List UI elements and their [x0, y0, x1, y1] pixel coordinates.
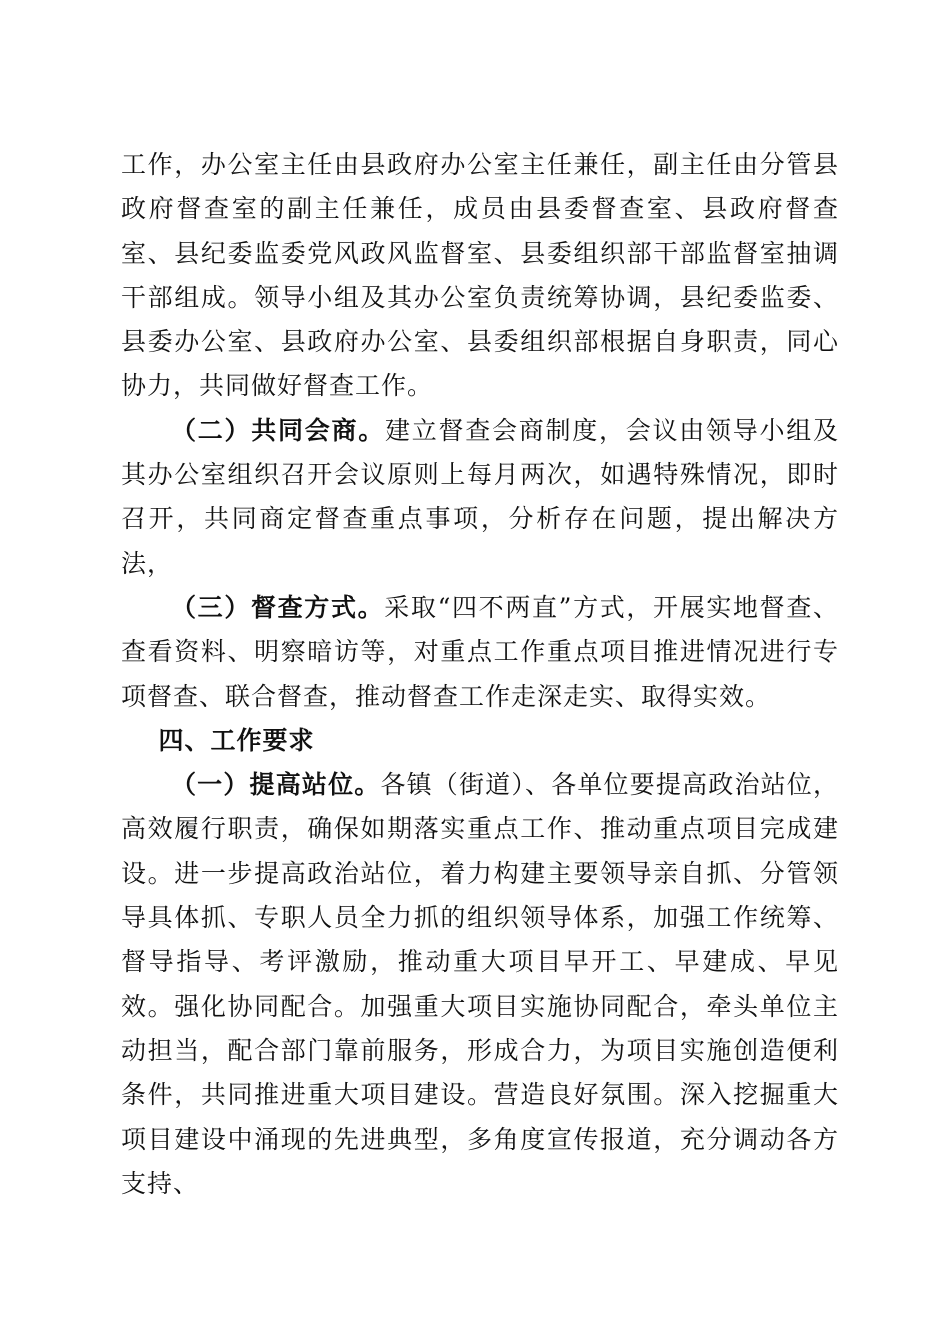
paragraph-text: 各镇（街道）、各单位要提高政治站位，高效履行职责，确保如期落实重点工作、推动重点项目完成建设。进一步提高政治站位，着力构建主要领导亲自抓、分管领导具体抓、专职人员全力抓的组织领导体系，加强工作统筹、督导指导、考评激励，推动重大项目早开工、早建成、早见效。强化协同配合。加强重大项目实施协同配合，牵头单位主动担当，配合部门靠前服务，形成合力，为项目实施创造便利条件，共同推进重大项目建设。营造良好氛围。深入挖掘重大项目建设中涌现的先进典型，多角度宣传报道，充分调动各方支持、: [121, 770, 839, 1198]
paragraph-heading: （三）督查方式。: [171, 592, 385, 622]
paragraph-text: 采取“四不两直”方式，开展实地督查、查看资料、明察暗访等，对重点工作重点项目推进情况进行专项督查、联合督查，推动督查工作走深走实、取得实效。: [121, 592, 839, 711]
paragraph-continuation: 工作，办公室主任由县政府办公室主任兼任，副主任由分管县政府督查室的副主任兼任，成员由县委督查室、县政府督查室、县纪委监委党风政风监督室、县委组织部干部监督室抽调干部组成。领导小组及其办公室负责统筹协调，县纪委监委、县委办公室、县政府办公室、县委组织部根据自身职责，同心协力，共同做好督查工作。: [121, 150, 839, 401]
document-body: [121, 143, 839, 1206]
paragraph-heading: （二）共同会商。: [171, 415, 385, 445]
paragraph-joint-consultation: [121, 409, 839, 586]
paragraph-raise-position: [121, 763, 839, 1206]
section-title: 四、工作要求: [158, 725, 315, 755]
paragraph-text: 建立督查会商制度，会议由领导小组及其办公室组织召开会议原则上每月两次，如遇特殊情况，即时召开，共同商定督查重点事项，分析存在问题，提出解决方法，: [121, 415, 839, 578]
paragraph-inspection-method: [121, 586, 839, 719]
paragraph-heading: （一）提高站位。: [171, 770, 381, 800]
